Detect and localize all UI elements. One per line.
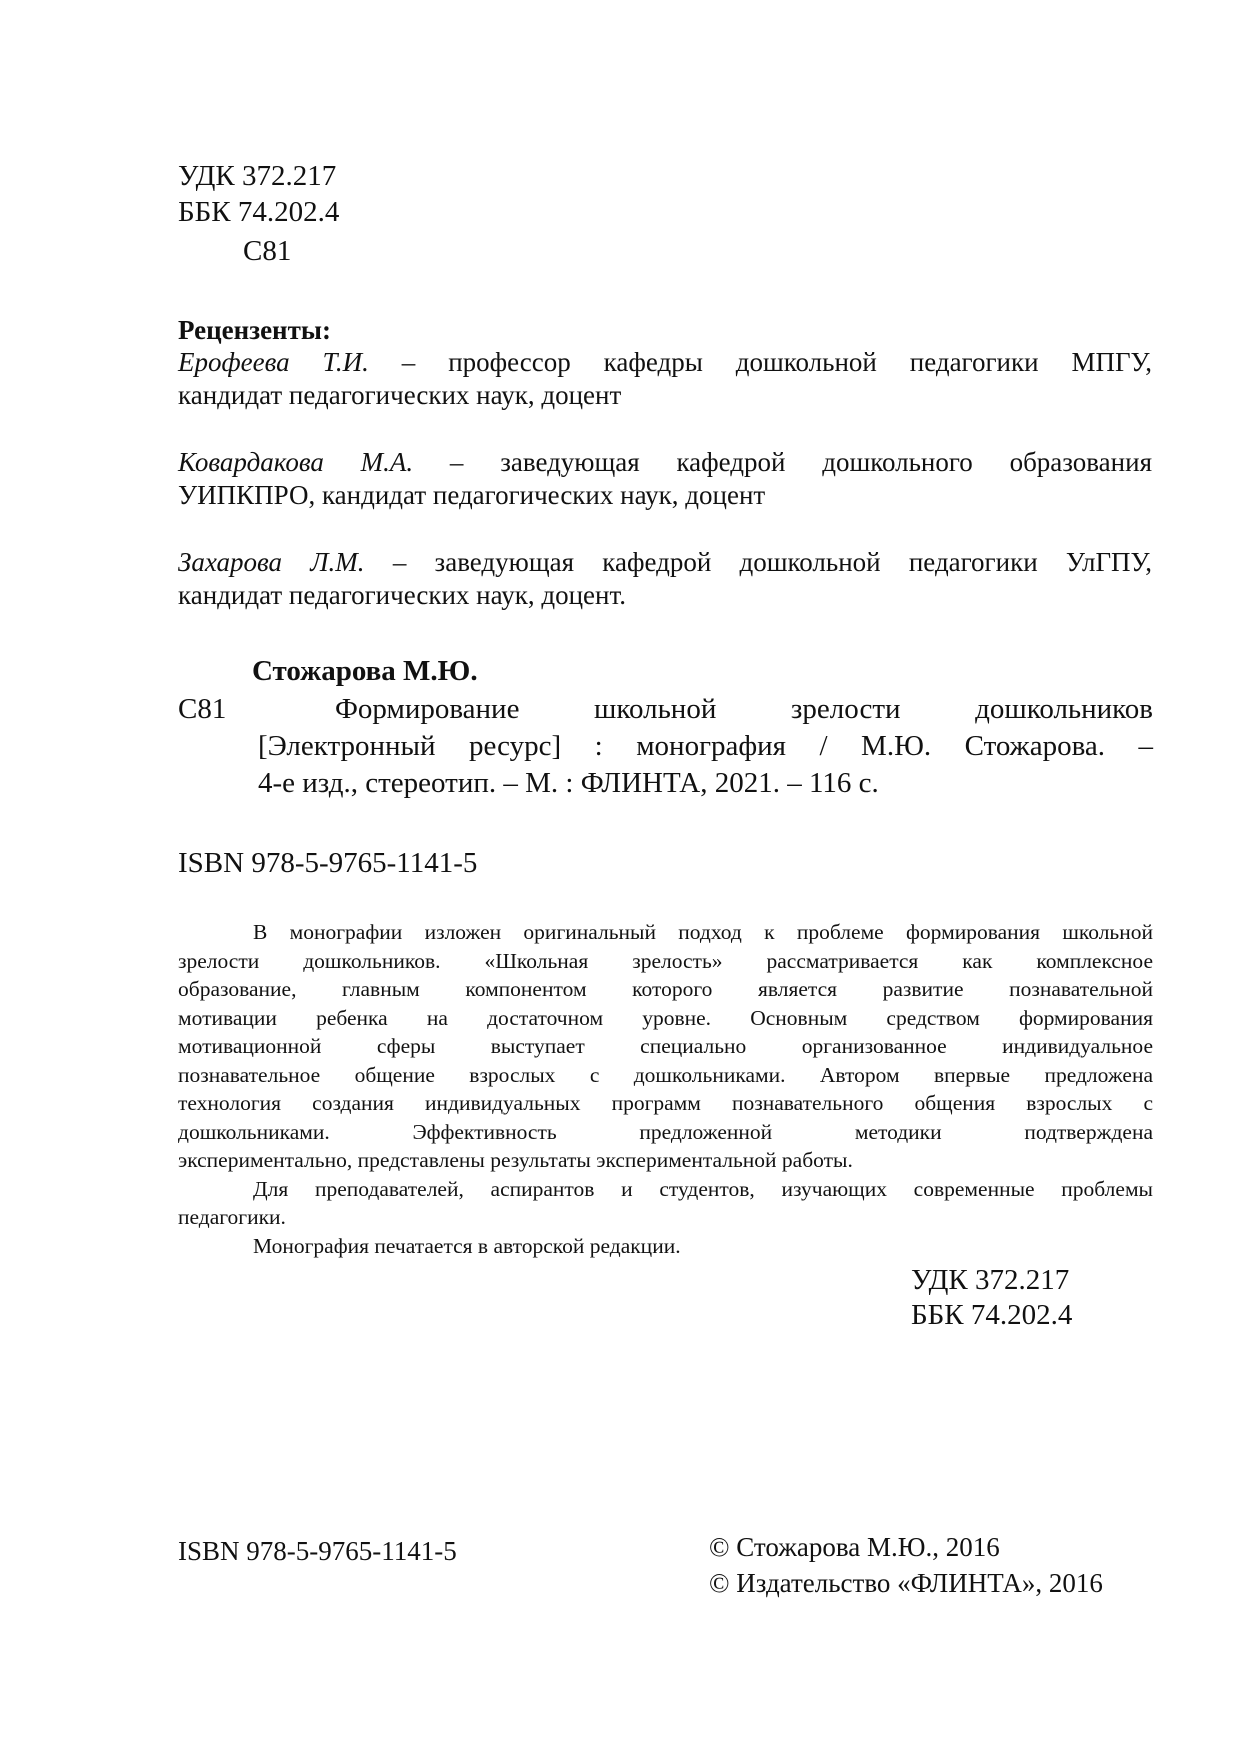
bbk-code: ББК 74.202.4: [178, 196, 340, 228]
reviewer-name: Ковардакова М.А.: [178, 447, 414, 477]
reviewer-name: Ерофеева Т.И.: [178, 347, 369, 377]
udk-code: УДК 372.217: [178, 160, 337, 192]
bib-line-2: [Электронный ресурс] : монография / М.Ю. Стожарова. –: [258, 730, 1153, 762]
abstract: [178, 918, 1153, 1260]
reviewer-3-line2: кандидат педагогических наук, доцент.: [178, 580, 626, 610]
reviewer-2-line1: [178, 446, 1152, 479]
bbk-code-footer: ББК 74.202.4: [911, 1299, 1073, 1331]
reviewer-1-line1: [178, 346, 1152, 379]
copyright-publisher: © Издательство «ФЛИНТА», 2016: [709, 1568, 1103, 1598]
abstract-line: В монографии изложен оригинальный подход к проблеме формирования школьной: [253, 920, 1153, 944]
abstract-line: мотивации ребенка на достаточном уровне. Основным средством формирования: [178, 1005, 1153, 1030]
reviewer-3-line1: [178, 546, 1152, 579]
reviewer-title: – профессор кафедры дошкольной педагогики МПГУ,: [401, 347, 1153, 377]
reviewers-heading: Рецензенты:: [178, 315, 331, 345]
bib-line-1: Формирование школьной зрелости дошкольников: [335, 693, 1153, 725]
udk-code-footer: УДК 372.217: [911, 1264, 1070, 1296]
reviewer-2-line2: УИПКПРО, кандидат педагогических наук, доцент: [178, 480, 766, 510]
isbn-bottom: ISBN 978-5-9765-1141-5: [178, 1536, 457, 1566]
abstract-line: дошкольниками. Эффективность предложенной методики подтверждена: [178, 1119, 1153, 1144]
bib-mark: С81: [178, 693, 227, 725]
reviewer-1-line2: кандидат педагогических наук, доцент: [178, 380, 622, 410]
copyright-author: © Стожарова М.Ю., 2016: [709, 1532, 1000, 1562]
reviewer-title: – заведующая кафедрой дошкольного образования: [449, 447, 1152, 477]
abstract-line: образование, главным компонентом которого является развитие познавательной: [178, 977, 1153, 1001]
edition-note: Монография печатается в авторской редакции.: [253, 1233, 681, 1258]
abstract-line: экспериментально, представлены результаты экспериментальной работы.: [178, 1148, 853, 1172]
abstract-line: зрелости дошкольников. «Школьная зрелость» рассматривается как комплексное: [178, 948, 1153, 973]
abstract-line: технология создания индивидуальных программ познавательного общения взрослых с: [178, 1091, 1153, 1115]
bib-line-3: 4-е изд., стереотип. – М. : ФЛИНТА, 2021. – 116 с.: [258, 767, 879, 799]
audience-line: Для преподавателей, аспирантов и студентов, изучающих современные проблемы: [253, 1176, 1153, 1201]
author-mark: С81: [243, 235, 292, 267]
reviewer-title: – заведующая кафедрой дошкольной педагогики УлГПУ,: [392, 547, 1153, 577]
reviewer-name: Захарова Л.М.: [178, 547, 365, 577]
book-author: Стожарова М.Ю.: [252, 655, 478, 687]
isbn-top: ISBN 978-5-9765-1141-5: [178, 847, 478, 879]
abstract-line: мотивационной сферы выступает специально организованное индивидуальное: [178, 1034, 1153, 1058]
audience-line: педагогики.: [178, 1205, 286, 1229]
abstract-line: познавательное общение взрослых с дошкольниками. Автором впервые предложена: [178, 1062, 1153, 1087]
